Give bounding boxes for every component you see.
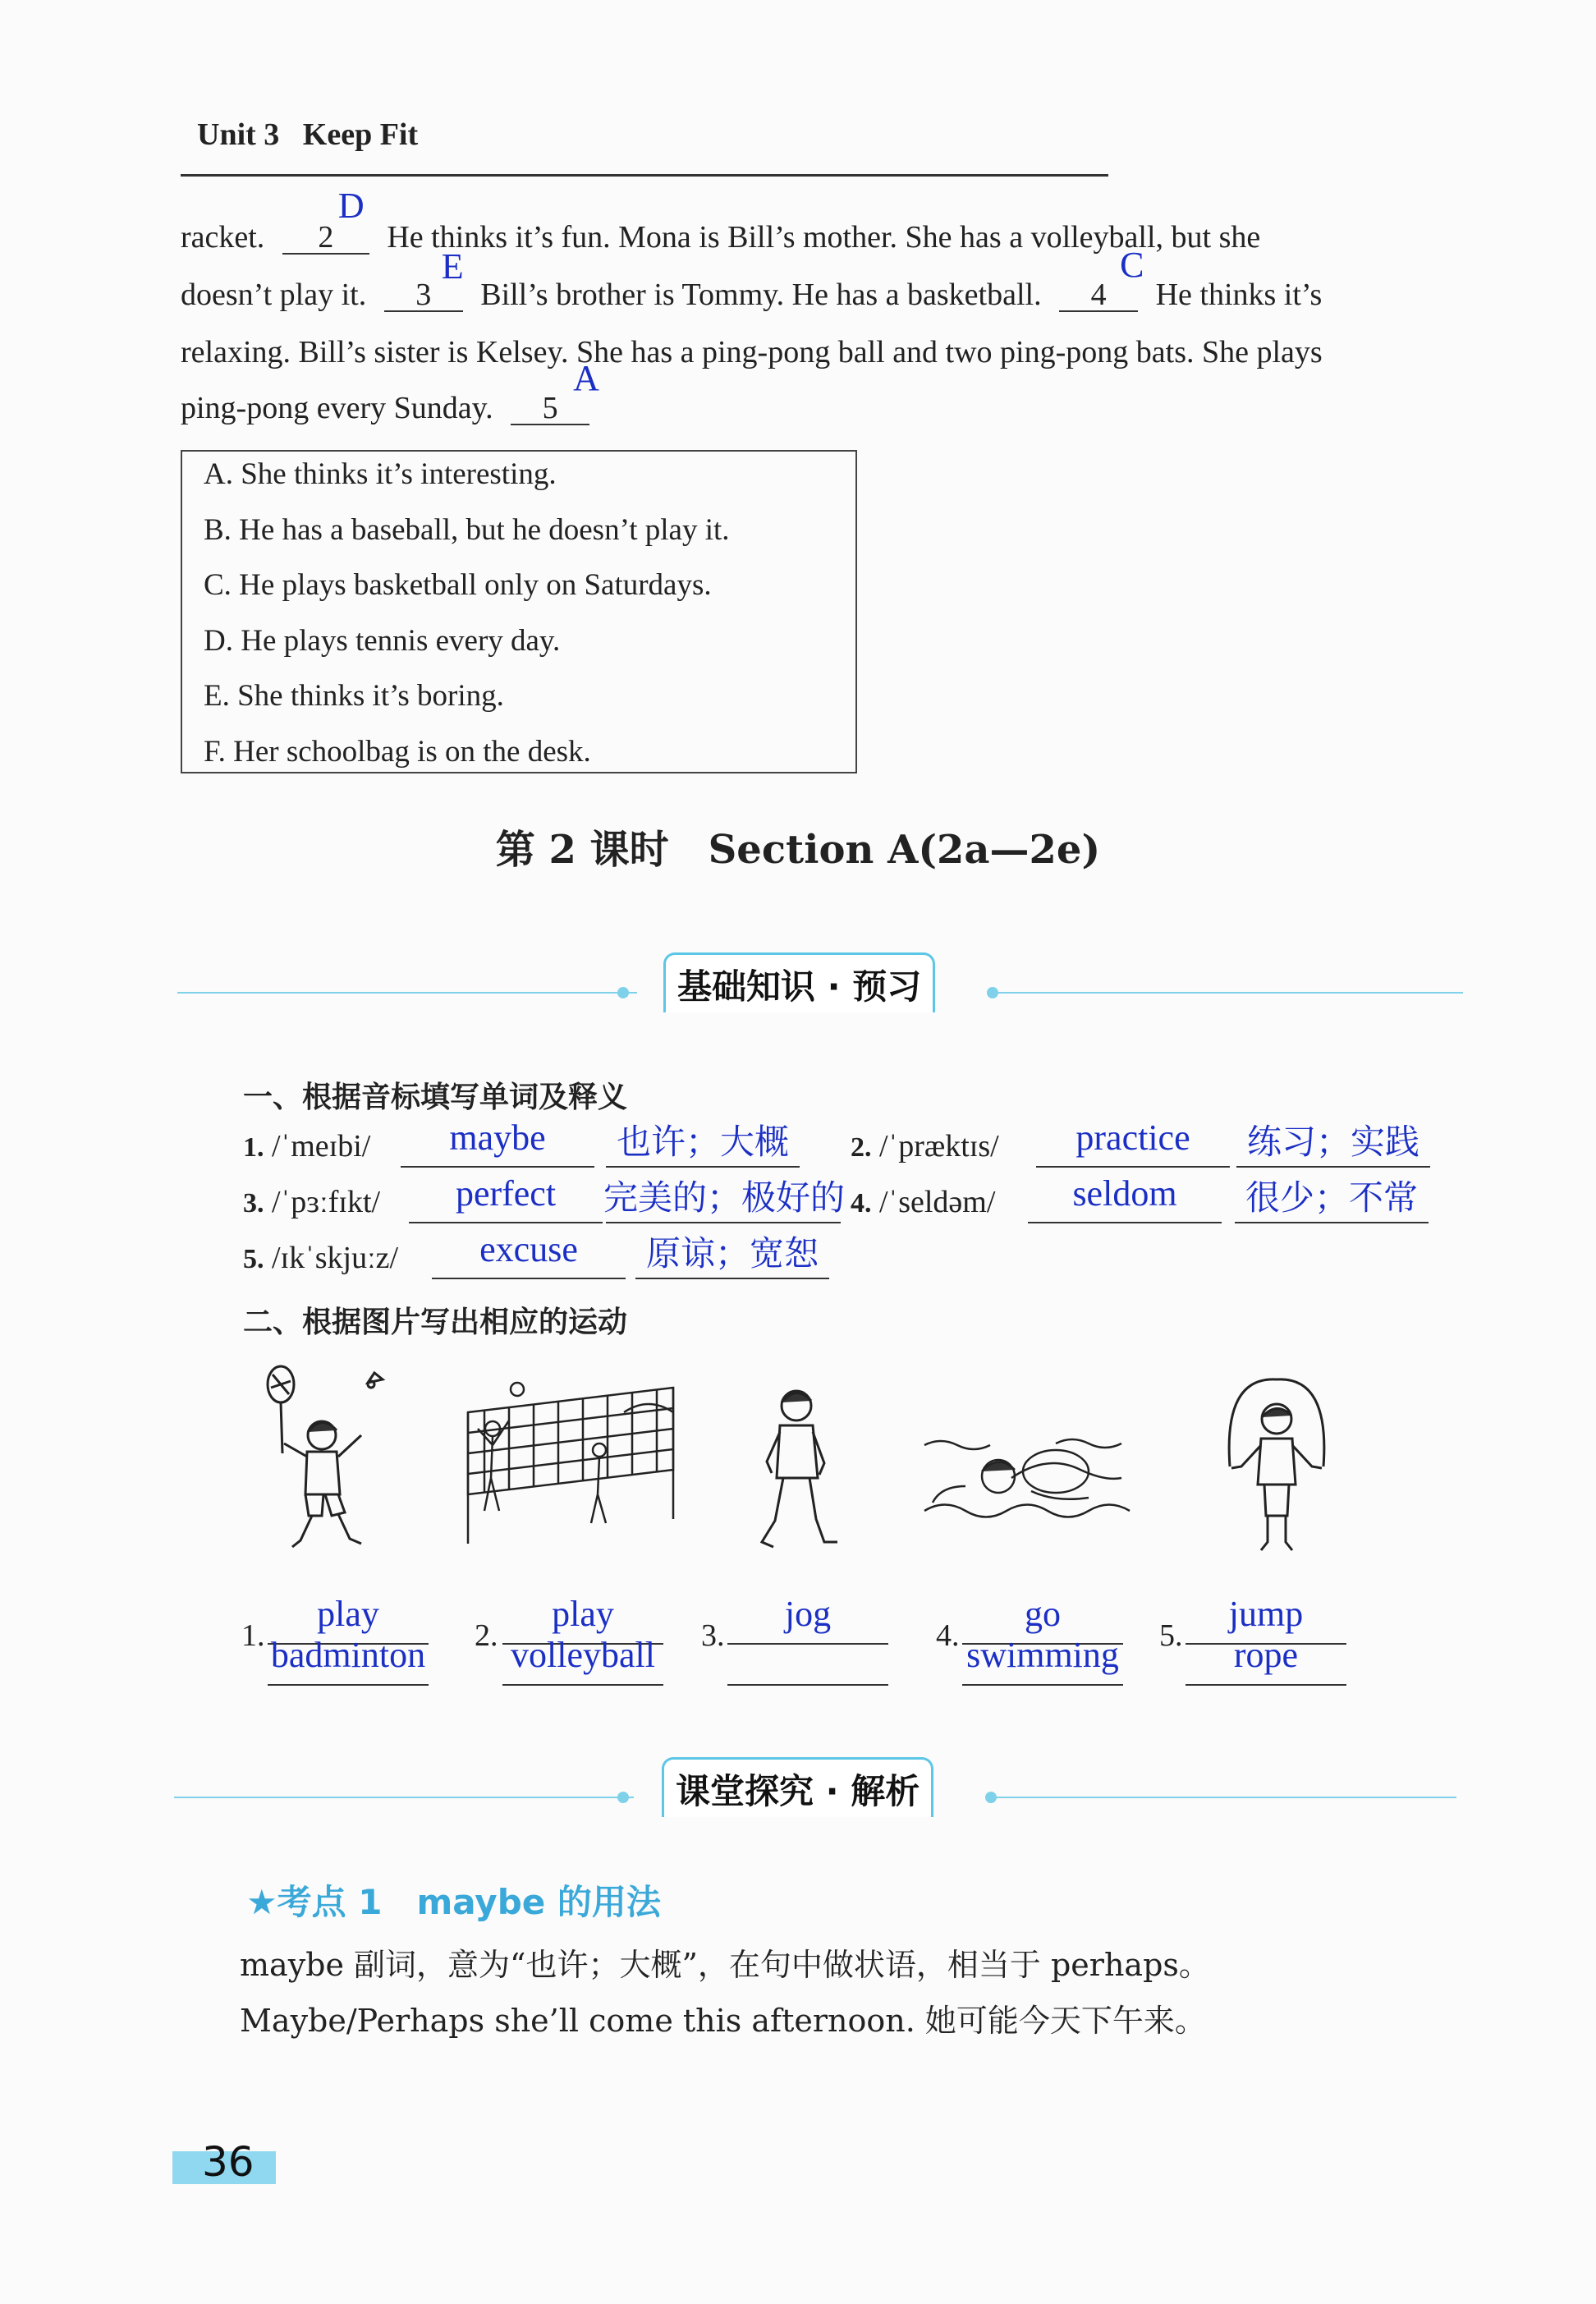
sport-num-3: 3.: [701, 1618, 725, 1653]
sport-line-1b: [268, 1684, 429, 1686]
banner-analysis: 课堂探究 · 解析: [662, 1757, 933, 1817]
sport-num-5: 5.: [1159, 1618, 1183, 1653]
option-f: F. Her schoolbag is on the desk.: [204, 735, 591, 769]
lesson-title: 第 2 课时 Section A(2a—2e): [495, 827, 1101, 873]
sport-num-4: 4.: [936, 1618, 960, 1653]
vocab-item-2: 2. /ˈpræktɪs/: [851, 1129, 999, 1163]
blank-2[interactable]: 2 D: [282, 222, 369, 255]
vocab-item-4: 4. /ˈseldəm/: [851, 1185, 996, 1219]
header-divider: [181, 174, 1108, 177]
banner1-line-left: [177, 992, 637, 994]
word-line-3: [409, 1222, 603, 1223]
sport-answer-4a[interactable]: go: [1025, 1594, 1061, 1634]
options-box: [181, 450, 857, 773]
option-b: B. He has a baseball, but he doesn’t play it.: [204, 513, 730, 547]
meaning-answer-4[interactable]: 很少；不常: [1245, 1177, 1418, 1218]
passage-line-3: relaxing. Bill’s sister is Kelsey. She has a ping-pong ball and two ping-pong bats. She plays: [181, 335, 1323, 369]
word-answer-1[interactable]: maybe: [449, 1118, 546, 1158]
section1-heading: 一、根据音标填写单词及释义: [243, 1081, 628, 1114]
jogging-icon: [739, 1381, 854, 1554]
page-number: 36: [202, 2138, 255, 2186]
passage-line-2: doesn’t play it. 3 E Bill’s brother is Tommy. He has a basketball. 4 C He thinks it’s: [181, 245, 1323, 312]
keypoint-line-2: Maybe/Perhaps she’ll come this afternoon. 她可能今天下午来。: [240, 2003, 1206, 2039]
passage-line-4: ping-pong every Sunday. 5 A: [181, 358, 599, 425]
word-line-1: [401, 1166, 594, 1168]
vocab-item-3: 3. /ˈpɜːfɪkt/: [243, 1185, 381, 1219]
sport-answer-5b[interactable]: rope: [1233, 1635, 1299, 1675]
keypoint-title: ★考点 1 maybe 的用法: [246, 1882, 661, 1922]
word-answer-3[interactable]: perfect: [455, 1173, 557, 1214]
banner1-dot-right: [987, 987, 998, 998]
meaning-line-2: [1236, 1166, 1430, 1168]
sport-answer-3a[interactable]: jog: [784, 1594, 832, 1634]
meaning-answer-1[interactable]: 也许；大概: [616, 1122, 789, 1162]
swimming-icon: [916, 1429, 1146, 1544]
word-answer-2[interactable]: practice: [1075, 1118, 1190, 1158]
word-answer-4[interactable]: seldom: [1072, 1173, 1177, 1214]
sport-num-2: 2.: [475, 1618, 498, 1653]
word-line-5: [432, 1278, 626, 1279]
banner1-line-right: [987, 992, 1463, 994]
vocab-item-1: 1. /ˈmeɪbi/: [243, 1129, 371, 1163]
meaning-line-3: [606, 1222, 841, 1223]
option-e: E. She thinks it’s boring.: [204, 679, 504, 713]
banner2-dot-left: [617, 1792, 629, 1803]
blank-5[interactable]: 5 A: [511, 392, 589, 425]
sport-line-3b: [727, 1684, 888, 1686]
badminton-icon: [246, 1355, 410, 1560]
sport-line-2b: [502, 1684, 663, 1686]
section2-heading: 二、根据图片写出相应的运动: [243, 1306, 628, 1339]
blank-3[interactable]: 3 E: [384, 279, 463, 312]
banner1-dot-left: [617, 987, 629, 998]
sport-answer-2b[interactable]: volleyball: [511, 1635, 655, 1675]
unit-label: Unit 3: [197, 117, 280, 152]
sport-answer-5a[interactable]: jump: [1228, 1594, 1304, 1634]
sport-line-4b: [962, 1684, 1123, 1686]
page-number-tab: [172, 2138, 276, 2186]
sport-line-5b: [1186, 1684, 1346, 1686]
banner2-line-right: [985, 1797, 1456, 1798]
meaning-answer-2[interactable]: 练习；实践: [1246, 1122, 1419, 1162]
unit-header: [197, 117, 418, 153]
answer-2: D: [337, 186, 365, 226]
answer-4: C: [1120, 245, 1144, 285]
jump-rope-icon: [1215, 1376, 1338, 1557]
volleyball-icon: [460, 1379, 681, 1552]
sport-answer-1b[interactable]: badminton: [270, 1635, 426, 1675]
answer-5: A: [573, 358, 599, 398]
sport-answer-2a[interactable]: play: [552, 1594, 614, 1634]
option-c: C. He plays basketball only on Saturdays.: [204, 568, 712, 602]
sport-num-1: 1.: [241, 1618, 265, 1653]
unit-title: Keep Fit: [302, 117, 419, 152]
sport-answer-4b[interactable]: swimming: [966, 1635, 1119, 1675]
meaning-line-4: [1235, 1222, 1429, 1223]
meaning-answer-5[interactable]: 原谅；宽恕: [645, 1233, 819, 1274]
word-line-4: [1028, 1222, 1222, 1223]
sport-line-3a: [727, 1643, 888, 1645]
meaning-line-5: [635, 1278, 829, 1279]
sport-answer-1a[interactable]: play: [317, 1594, 379, 1634]
answer-3: E: [441, 246, 464, 287]
meaning-answer-3[interactable]: 完美的；极好的: [603, 1177, 845, 1218]
option-a: A. She thinks it’s interesting.: [204, 457, 557, 491]
word-answer-5[interactable]: excuse: [479, 1229, 578, 1269]
keypoint-line-1: maybe 副词，意为“也许；大概”，在句中做状语，相当于 perhaps。: [240, 1947, 1210, 1983]
vocab-item-5: 5. /ɪkˈskjuːz/: [243, 1241, 399, 1275]
banner2-line-left: [174, 1797, 634, 1798]
banner-preview: 基础知识 · 预习: [663, 952, 935, 1012]
passage-line-1: racket. 2 D He thinks it’s fun. Mona is Bill’s mother. She has a volleyball, but she: [181, 186, 1261, 255]
meaning-line-1: [606, 1166, 800, 1168]
word-line-2: [1036, 1166, 1230, 1168]
banner2-dot-right: [985, 1792, 997, 1803]
blank-4[interactable]: 4 C: [1059, 279, 1138, 312]
option-d: D. He plays tennis every day.: [204, 624, 561, 658]
